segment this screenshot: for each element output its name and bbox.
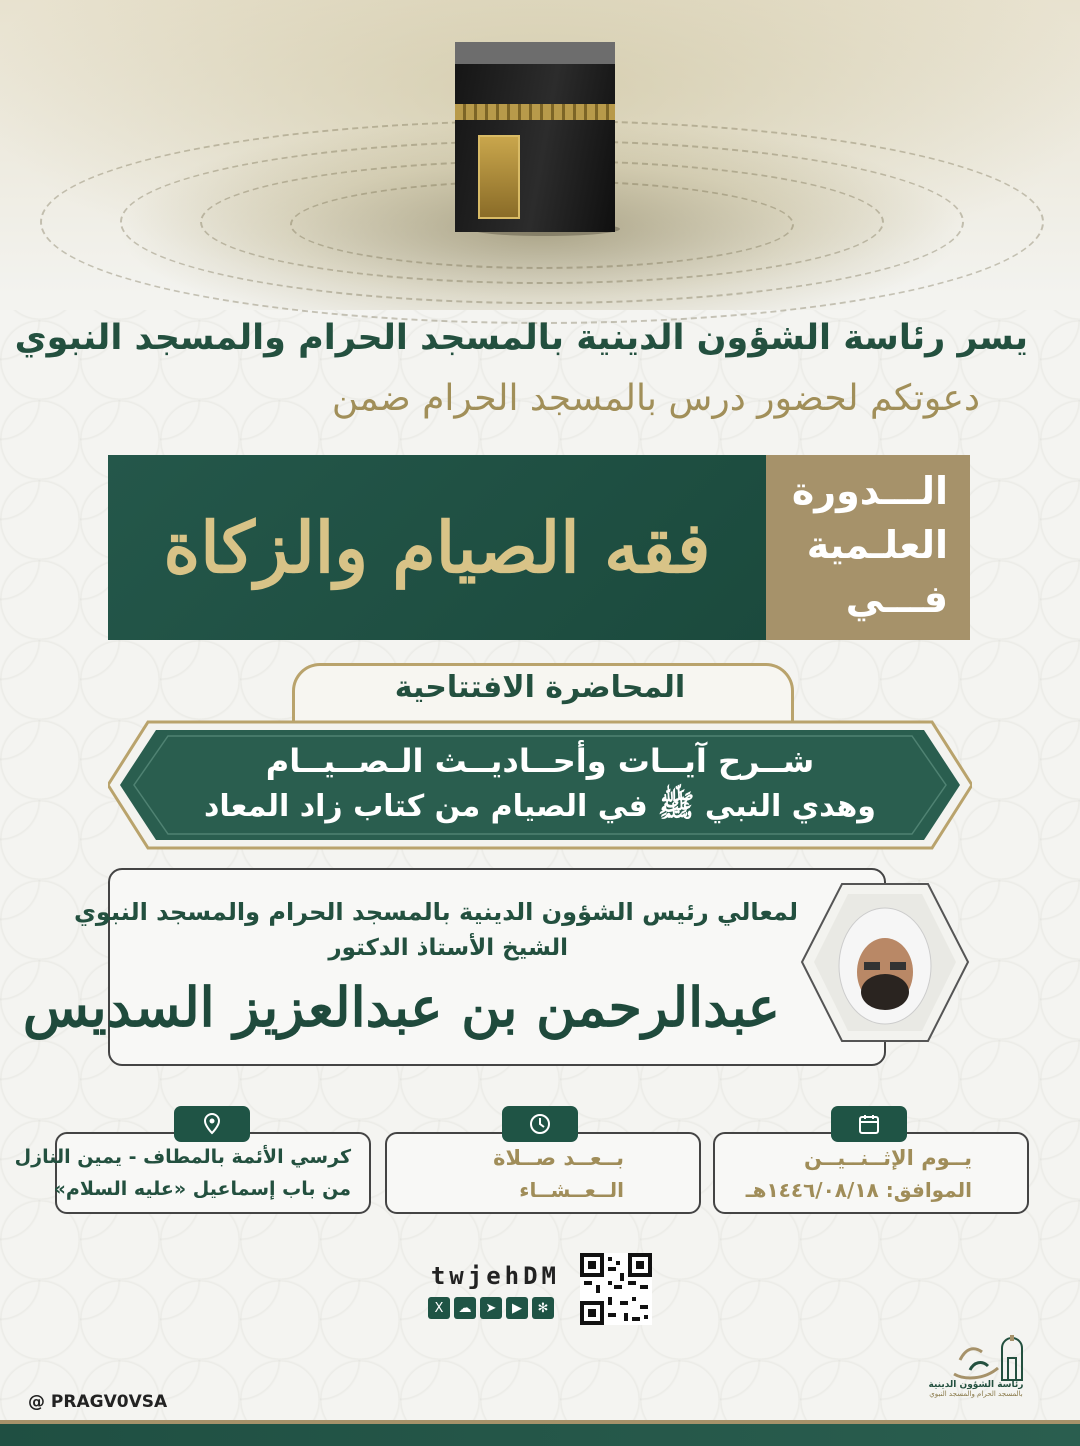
- calendar-icon: [831, 1106, 907, 1142]
- harameen-logo-icon: [950, 1330, 1030, 1385]
- course-label-line-2: العلـمية: [806, 523, 948, 567]
- location-box: [14, 1132, 371, 1214]
- course-label-line-1: الـــدورة: [791, 469, 948, 513]
- logo-text-2: بالمسجد الحرام والمسجد النبوي: [929, 1390, 1023, 1398]
- time-line-2: الــعــشــاء: [519, 1178, 624, 1202]
- course-title: فقه الصيام والزكاة: [163, 506, 711, 589]
- lecture-subject-ribbon: [108, 718, 972, 852]
- x-icon[interactable]: X: [428, 1297, 450, 1319]
- kaaba-roof: [455, 42, 615, 64]
- soundcloud-icon[interactable]: ☁: [454, 1297, 476, 1319]
- speaker-photo: [800, 880, 970, 1045]
- speaker-position: لمعالي رئيس الشؤون الدينية بالمسجد الحرام والمسجد النبوي: [73, 898, 798, 926]
- clock-icon: [502, 1106, 578, 1142]
- harameen-logo: [920, 1380, 1032, 1398]
- qr-code[interactable]: [580, 1253, 652, 1325]
- youtube-icon[interactable]: ▶: [506, 1297, 528, 1319]
- social-icons: [428, 1297, 554, 1319]
- lecture-subject-line-2: وهدي النبي ﷺ في الصيام من كتاب زاد المعاد: [204, 789, 876, 824]
- footer-handle: @ PRAGV0VSA: [28, 1392, 168, 1412]
- location-line-2: من باب إسماعيل «عليه السلام»: [53, 1178, 351, 1200]
- date-box: [713, 1132, 1029, 1214]
- date-line-2: الموافق: ١٤٤٦/٠٨/١٨هـ: [745, 1178, 972, 1202]
- location-line-1: كرسي الأئمة بالمطاف - يمين النازل: [14, 1146, 351, 1168]
- speaker-name: عبدالرحمن بن عبدالعزيز السديس: [22, 975, 780, 1039]
- speaker-honorific: الشيخ الأستاذ الدكتور: [328, 935, 568, 961]
- time-line-1: بــعــد صــلاة: [493, 1146, 624, 1170]
- social-handle[interactable]: twjehDM: [430, 1262, 560, 1290]
- lecture-subject-line-1: شــرح آيــات وأحــاديــث الـصــيــام: [265, 742, 815, 780]
- date-line-1: يــوم الإثــنــيــن: [804, 1146, 972, 1170]
- snapchat-icon[interactable]: ✻: [532, 1297, 554, 1319]
- course-label-box: [766, 455, 970, 640]
- lecture-label: المحاضرة الافتتاحية: [394, 670, 686, 705]
- time-box: [385, 1132, 701, 1214]
- logo-text-1: رئاسة الشؤون الدينية: [928, 1380, 1024, 1390]
- bottom-bar: [0, 1424, 1080, 1446]
- kaaba-door: [478, 135, 520, 219]
- invitation-line-2: دعوتكم لحضور درس بالمسجد الحرام ضمن: [331, 378, 980, 419]
- location-pin-icon: [174, 1106, 250, 1142]
- invitation-line-1: يسر رئاسة الشؤون الدينية بالمسجد الحرام والمسجد النبوي: [14, 318, 1028, 358]
- course-label-line-3: فـــي: [845, 577, 948, 621]
- kaaba-band: [455, 104, 615, 120]
- telegram-icon[interactable]: ➤: [480, 1297, 502, 1319]
